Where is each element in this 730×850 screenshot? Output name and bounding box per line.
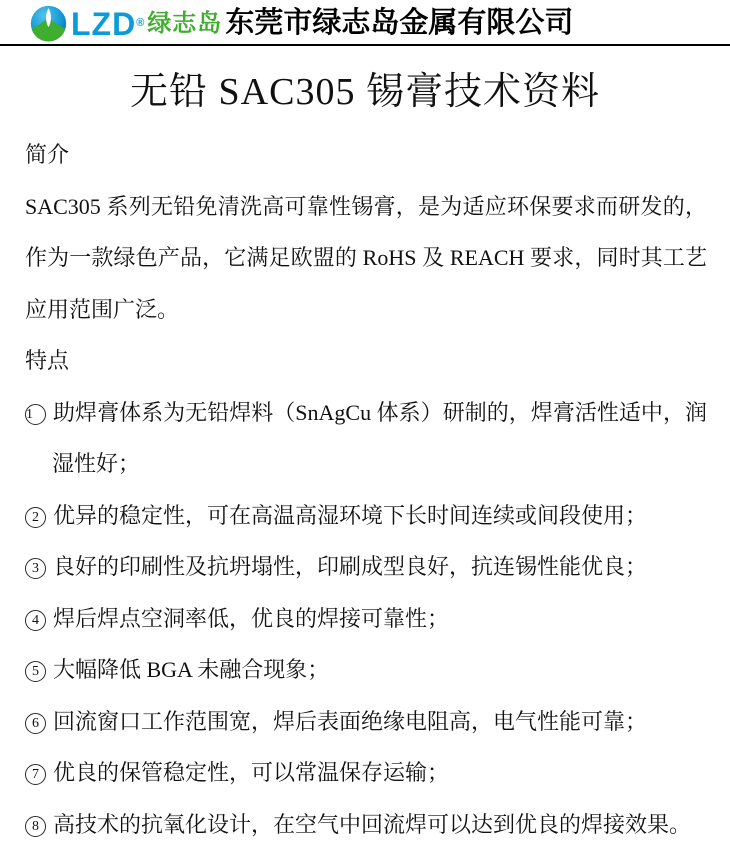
- feature-item-6: [25, 696, 707, 748]
- feature-item-4: [25, 593, 707, 645]
- circled-number-icon: 7: [25, 764, 46, 785]
- feature-text: 回流窗口工作范围宽，焊后表面绝缘电阻高，电气性能可靠；: [53, 708, 648, 734]
- circled-number-icon: 6: [25, 713, 46, 734]
- circled-number-icon: 4: [25, 610, 46, 631]
- circled-number-icon: 3: [25, 558, 46, 579]
- feature-text: 助焊膏体系为无铅焊料（SnAgCu 体系）研制的，焊膏活性适中，润: [53, 399, 707, 425]
- logo-lzd-text: LZD: [71, 5, 137, 42]
- section-heading-intro: 简介: [25, 142, 70, 167]
- feature-text: 焊后焊点空洞率低，优良的焊接可靠性；: [53, 605, 450, 631]
- feature-text: 优良的保管稳定性，可以常温保存运输；: [53, 760, 450, 785]
- letterhead: [0, 0, 730, 46]
- circled-number-icon: 8: [25, 816, 46, 837]
- section-heading-features: 特点: [25, 348, 70, 373]
- logo-chinese-text: 绿志岛: [147, 9, 223, 37]
- globe-leaf-logo-icon: [30, 5, 67, 42]
- feature-item-3: [25, 541, 707, 593]
- feature-text: 优异的稳定性，可在高温高湿环境下长时间连续或间段使用；: [53, 502, 648, 528]
- feature-item-1: [25, 387, 707, 439]
- feature-text: 高技术的抗氧化设计，在空气中回流焊可以达到优良的焊接效果。: [53, 811, 692, 837]
- document-body: [25, 129, 707, 850]
- circled-number-icon: 2: [25, 507, 46, 528]
- feature-item-1-continuation: 湿性好；: [52, 451, 141, 476]
- feature-item-5: [25, 644, 707, 696]
- circled-number-icon: 1: [25, 404, 46, 425]
- circled-number-icon: 5: [25, 661, 46, 682]
- intro-line-1: SAC305 系列无铅免清洗高可靠性锡膏，是为适应环保要求而研发的，: [25, 193, 707, 219]
- feature-text: 大幅降低 BGA 未融合现象；: [53, 657, 330, 682]
- feature-text: 良好的印刷性及抗坍塌性，印刷成型良好，抗连锡性能优良；: [53, 554, 648, 579]
- company-name: 东莞市绿志岛金属有限公司: [225, 7, 574, 39]
- registered-mark-icon: ®: [136, 17, 145, 29]
- document-title: 无铅 SAC305 锡膏技术资料: [130, 71, 600, 113]
- feature-item-2: [25, 490, 707, 542]
- intro-line-2: 作为一款绿色产品，它满足欧盟的 RoHS 及 REACH 要求，同时其工艺: [25, 245, 707, 270]
- feature-item-8: [25, 799, 707, 850]
- intro-line-3: 应用范围广泛。: [25, 296, 180, 322]
- feature-item-7: [25, 747, 707, 799]
